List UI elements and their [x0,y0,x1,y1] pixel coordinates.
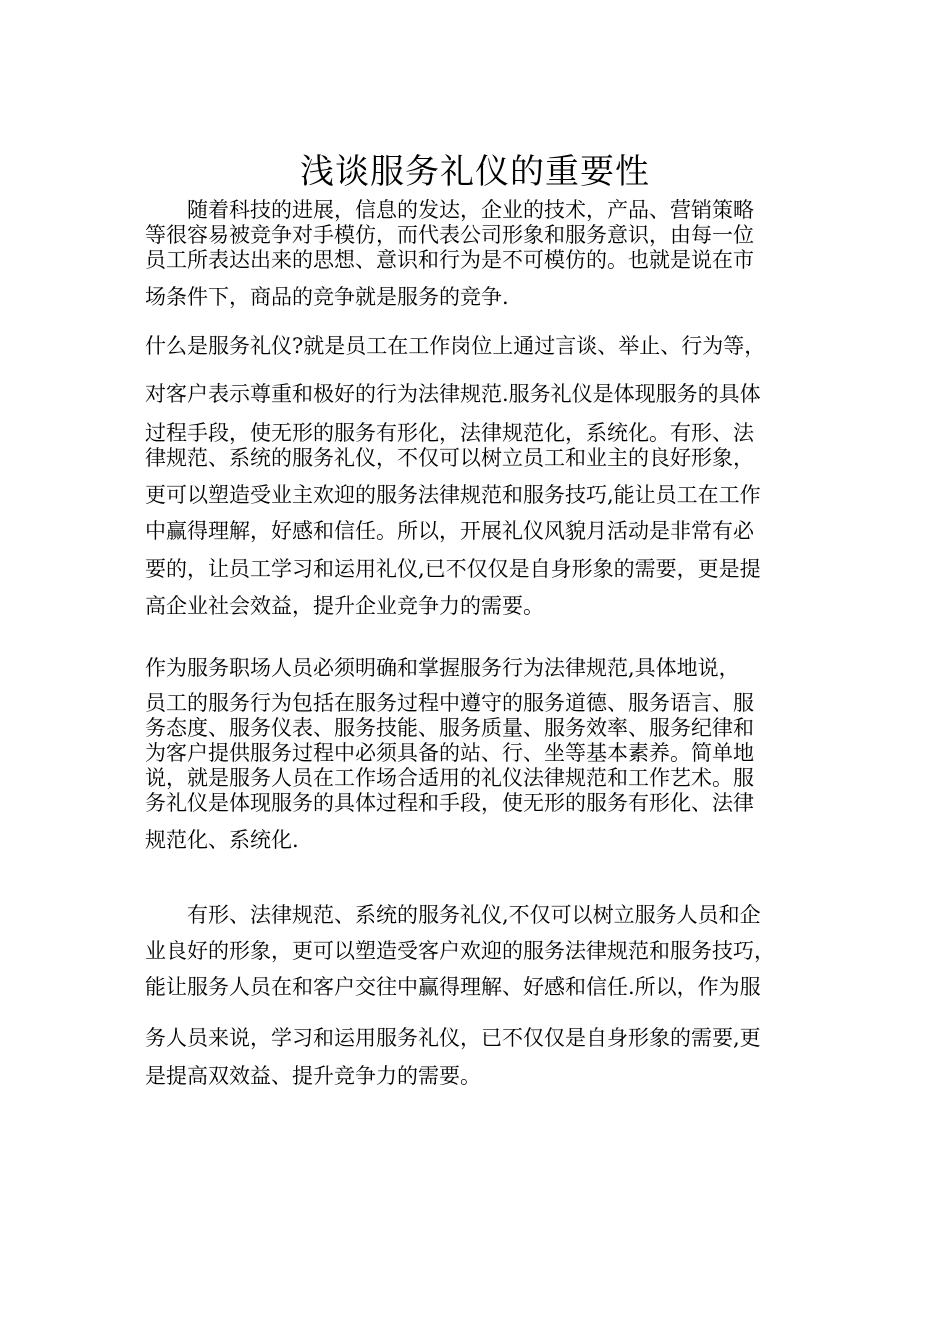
paragraph-2-line-3: 过程手段，使无形的服务有形化，法律规范化，系统化。有形、法 [145,421,754,445]
paragraph-1-line-1: 随着科技的进展，信息的发达，企业的技术，产品、营销策略 [145,198,754,222]
paragraph-2-line-6: 中赢得理解，好感和信任。所以，开展礼仪风貌月活动是非常有必 [145,519,754,543]
paragraph-3-line-5: 说，就是服务人员在工作场合适用的礼仪法律规范和工作艺术。服 [145,766,754,790]
paragraph-2-line-7: 要的，让员工学习和运用礼仪,已不仅仅是自身形象的需要，更是提 [145,557,761,581]
paragraph-1-line-2: 等很容易被竞争对手模仿，而代表公司形象和服务意识，由每一位 [145,223,754,247]
paragraph-4-line-4: 务人员来说，学习和运用服务礼仪，已不仅仅是自身形象的需要,更 [145,1026,761,1050]
paragraph-4-line-1: 有形、法律规范、系统的服务礼仪,不仅可以树立服务人员和企 [145,903,761,927]
paragraph-3-line-3: 务态度、服务仪表、服务技能、服务质量、服务效率、服务纪律和 [145,716,754,740]
paragraph-3-line-2: 员工的服务行为包括在服务过程中遵守的服务道德、服务语言、服 [145,691,754,715]
paragraph-3-line-1: 作为服务职场人员必须明确和掌握服务行为法律规范,具体地说， [145,656,740,680]
paragraph-3-line-6: 务礼仪是体现服务的具体过程和手段，使无形的服务有形化、法律 [145,791,754,815]
paragraph-1-line-3: 员工所表达出来的思想、意识和行为是不可模仿的。也就是说在市 [145,248,754,272]
paragraph-2-line-8: 高企业社会效益，提升企业竞争力的需要。 [145,594,544,618]
paragraph-3-line-4: 为客户提供服务过程中必须具备的站、行、坐等基本素养。简单地 [145,741,754,765]
paragraph-2-line-1: 什么是服务礼仪?就是员工在工作岗位上通过言谈、举止、行为等， [145,334,766,358]
paragraph-2-line-5: 更可以塑造受业主欢迎的服务法律规范和服务技巧,能让员工在工作 [145,483,761,507]
paragraph-4-line-2: 业良好的形象，更可以塑造受客户欢迎的服务法律规范和服务技巧， [145,939,775,963]
paragraph-3-line-7: 规范化、系统化. [145,828,299,852]
paragraph-4-line-3: 能让服务人员在和客户交往中赢得理解、好感和信任.所以，作为服 [145,975,761,999]
paragraph-2-line-2: 对客户表示尊重和极好的行为法律规范.服务礼仪是体现服务的具体 [145,382,761,406]
paragraph-2-line-4: 律规范、系统的服务礼仪，不仅可以树立员工和业主的良好形象， [145,446,754,470]
paragraph-1-line-4: 场条件下，商品的竞争就是服务的竞争. [145,285,509,309]
paragraph-4-line-5: 是提高双效益、提升竞争力的需要。 [145,1064,481,1088]
document-title: 浅谈服务礼仪的重要性 [300,151,650,192]
